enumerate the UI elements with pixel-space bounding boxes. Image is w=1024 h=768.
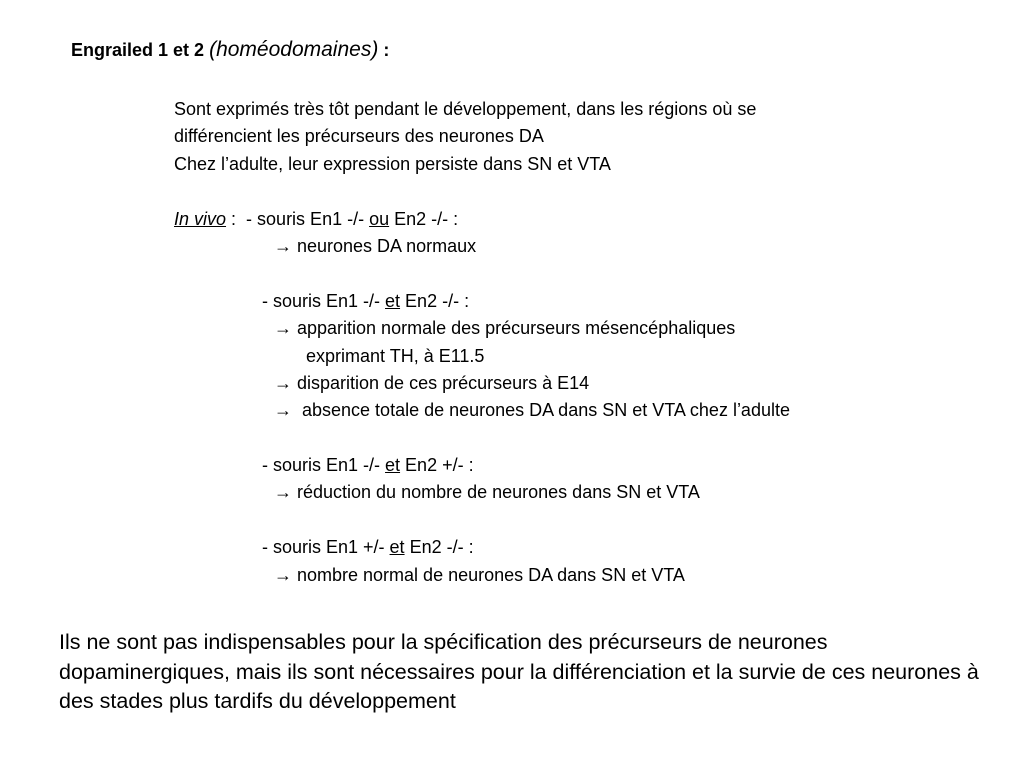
spacer (174, 178, 790, 205)
case2-result: → disparition de ces précurseurs à E14 (274, 372, 590, 393)
case4-suffix: En2 -/- : (404, 537, 474, 558)
case1-result: → neurones DA normaux (274, 235, 477, 256)
title-colon: : (383, 40, 390, 60)
spacer (174, 507, 790, 534)
case3-result: → réduction du nombre de neurones dans SN et VTA (274, 482, 700, 503)
conclusion-paragraph: Ils ne sont pas indispensables pour la spécification des précurseurs de neurones dopaminergiques, mais ils sont nécessaires pour la différenciation et la survie de ces neurones à des stades plus tardifs du développement (59, 630, 979, 713)
case3-heading (174, 452, 790, 479)
case1-heading (174, 206, 790, 233)
spacer (174, 260, 790, 287)
in-vivo-separator: : (226, 208, 247, 229)
slide-body (174, 96, 790, 589)
case2-result-continued: exprimant TH, à E11.5 (306, 345, 485, 366)
case1-prefix: - souris En1 -/- (246, 208, 370, 229)
case1-suffix: En2 -/- : (389, 208, 459, 229)
case4-heading (174, 534, 790, 561)
case1-connector: ou (369, 208, 390, 229)
case3-connector: et (385, 455, 401, 476)
case4-result: → nombre normal de neurones DA dans SN et VTA (274, 564, 685, 585)
intro-line: Chez l’adulte, leur expression persiste dans SN et VTA (174, 153, 611, 174)
intro-line: Sont exprimés très tôt pendant le développement, dans les régions où se (174, 99, 757, 119)
case2-result: → apparition normale des précurseurs mésencéphaliques (274, 318, 736, 339)
case2-connector: et (385, 290, 401, 311)
case2-suffix: En2 -/- : (400, 290, 470, 311)
in-vivo-label: In vivo (174, 208, 227, 229)
case4-connector: et (389, 537, 405, 558)
case3-prefix: - souris En1 -/- (262, 455, 386, 476)
case2-heading (174, 288, 790, 315)
intro-line: différencient les précurseurs des neurones DA (174, 126, 544, 147)
case4-prefix: - souris En1 +/- (262, 537, 390, 558)
title-italic: (homéodomaines) (209, 38, 379, 61)
spacer (174, 425, 790, 452)
case3-suffix: En2 +/- : (400, 455, 474, 476)
slide-title (71, 38, 389, 62)
case2-result: → absence totale de neurones DA dans SN et VTA chez l’adulte (274, 400, 790, 421)
title-main: Engrailed 1 et 2 (71, 40, 205, 60)
case2-prefix: - souris En1 -/- (262, 290, 386, 311)
